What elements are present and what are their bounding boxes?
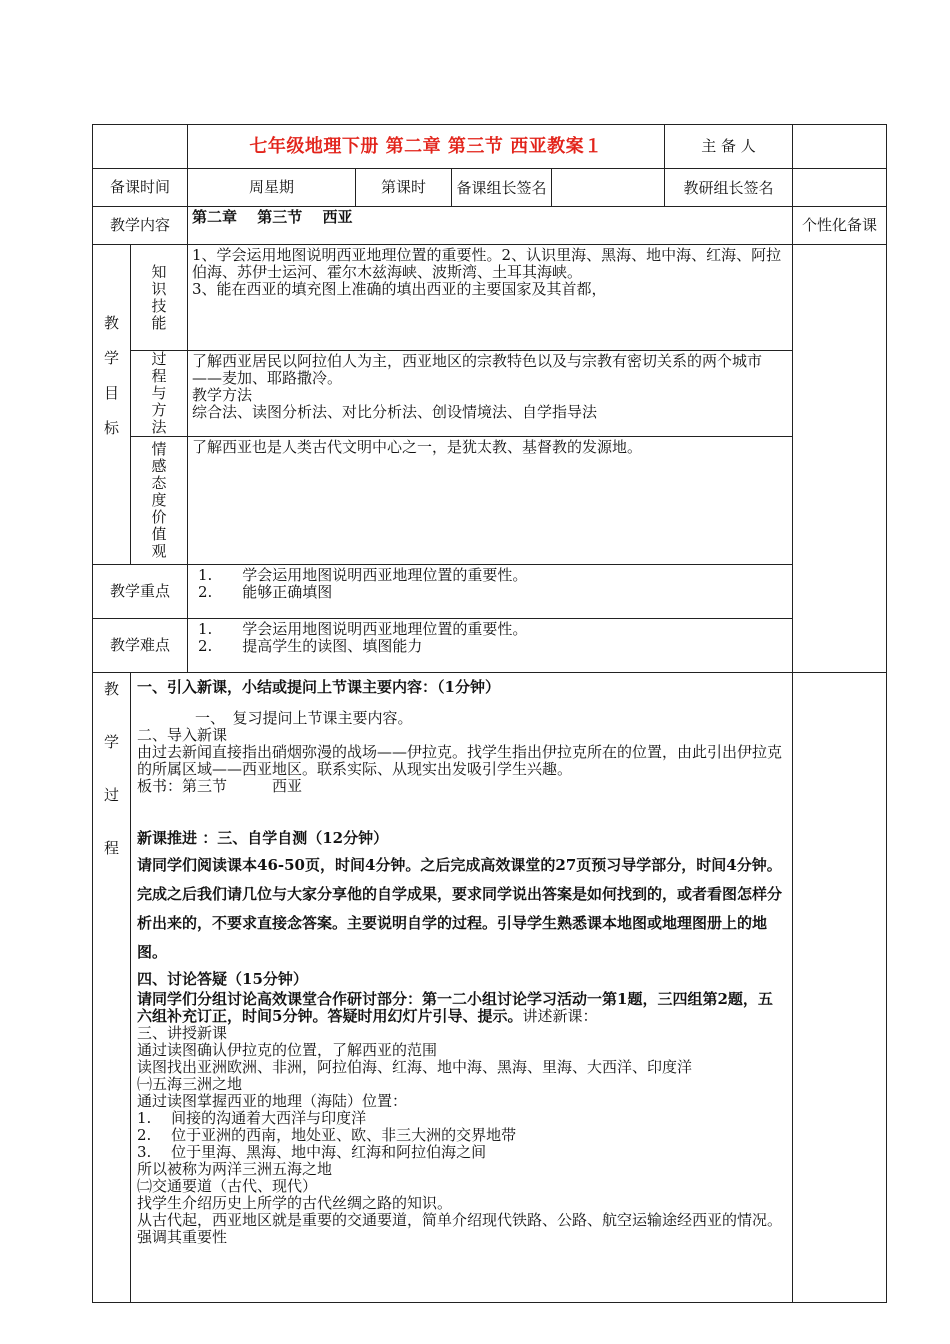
lesson-plan-document — [92, 124, 886, 1303]
self-study-paragraph: 请同学们阅读课本46-50页，时间4分钟。之后完成高效课堂的27页预习导学部分，时间4分钟。完成之后我们请几位与大家分享他的自学成果，要求同学说出答案是如何找到的，或者看图怎样分析出来的，不要求直接念答案。主要说明自学的过程。引导学生熟悉课本地图或地理图册上的地图。 — [137, 856, 783, 961]
lead-label: 主 备 人 — [665, 125, 793, 169]
knowledge-line: 1、学会运用地图说明西亚地理位置的重要性。2、认识里海、黑海、地中海、红海、阿拉伯海、苏伊士运河、霍尔木兹海峡、波斯湾、土耳其海峡。 — [192, 246, 782, 281]
discussion-tail-text: 讲述新课： — [522, 1007, 598, 1025]
group-leader-sign-value — [552, 169, 665, 207]
process-paragraph: 3. 位于里海、黑海、地中海、红海和阿拉伯海之间 — [137, 1143, 487, 1161]
lesson-plan-table — [92, 124, 887, 1303]
objectives-label-char: 学 — [103, 349, 119, 367]
knowledge-label: 知识技能 — [131, 245, 188, 351]
process-heading-1: 一、引入新课，小结或提问上节课主要内容：（1分钟） — [137, 678, 500, 696]
page-title: 七年级地理下册 第二章 第三节 西亚教案１ — [188, 125, 665, 169]
process-label-char: 程 — [103, 839, 119, 857]
difficulties-content — [188, 619, 793, 673]
process-method-content — [188, 351, 793, 437]
emotion-values-label: 情感态度价值观 — [131, 437, 188, 565]
discussion-heading: 四、讨论答疑（15分钟） — [137, 970, 308, 988]
emotion-values-content — [188, 437, 793, 565]
group-leader-sign-label: 备课组长签名 — [452, 169, 552, 207]
difficulty-line: 2. 提高学生的读图、填图能力 — [198, 637, 423, 655]
process-paragraph: ㈡交通要道（古代、现代） — [137, 1177, 318, 1195]
teaching-content-label: 教学内容 — [93, 207, 188, 245]
knowledge-line: 3、能在西亚的填充图上准确的填出西亚的主要国家及其首都， — [192, 280, 607, 298]
new-lesson-heading: 新课推进 ：三、自学自测（12分钟） — [137, 829, 389, 847]
key-points-label: 教学重点 — [93, 565, 188, 619]
discussion-bold-text: 请同学们分组讨论高效课堂合作研讨部分：第一二小组讨论学习活动一第1题，三四组第2题，五六组补充订正，时间5分钟。答疑时用幻灯片引导、提示。 — [137, 990, 773, 1025]
key-point-line: 2. 能够正确填图 — [198, 583, 333, 601]
research-leader-sign-label: 教研组长签名 — [665, 169, 793, 207]
personalized-prep-area — [793, 245, 887, 673]
process-paragraph: 通过读图确认伊拉克的位置，了解西亚的范围 — [137, 1041, 438, 1059]
process-label-char: 教 — [103, 680, 119, 698]
knowledge-content — [188, 245, 793, 351]
process-method-label: 过程与方法 — [131, 351, 188, 437]
process-label-char: 学 — [103, 733, 119, 751]
week-cell: 周星期 — [188, 169, 356, 207]
process-paragraph: 三、讲授新课 — [137, 1024, 228, 1042]
process-paragraph: 二、导入新课 — [137, 726, 228, 744]
personalized-prep-label: 个性化备课 — [793, 207, 887, 245]
difficulties-label: 教学难点 — [93, 619, 188, 673]
research-leader-sign-value — [793, 169, 887, 207]
objectives-label-char: 目 — [103, 384, 119, 402]
objectives-label-char: 标 — [103, 419, 119, 437]
process-method-line: 了解西亚居民以阿拉伯人为主，西亚地区的宗教特色以及与宗教有密切关系的两个城市——麦加、耶路撒冷。 — [192, 352, 763, 387]
process-label-char: 过 — [103, 786, 119, 804]
process-paragraph: 从古代起，西亚地区就是重要的交通要道，简单介绍现代铁路、公路、航空运输途经西亚的情况。强调其重要性 — [137, 1211, 783, 1246]
key-points-content — [188, 565, 793, 619]
objectives-label-char: 教 — [103, 314, 119, 332]
prep-time-label: 备课时间 — [93, 169, 188, 207]
process-paragraph: 通过读图掌握西亚的地理（海陆）位置： — [137, 1092, 408, 1110]
process-review-item: 一、 复习提问上节课主要内容。 — [195, 709, 413, 727]
teaching-content-value: 第二章 第三节 西亚 — [188, 207, 793, 245]
process-paragraph: 读图找出亚洲欧洲、非洲，阿拉伯海、红海、地中海、黑海、里海、大西洋、印度洋 — [137, 1058, 693, 1076]
emotion-values-line: 了解西亚也是人类古代文明中心之一，是犹太教、基督教的发源地。 — [192, 438, 643, 456]
process-content — [131, 673, 793, 1303]
lead-value — [793, 125, 887, 169]
objectives-label — [93, 245, 131, 565]
process-paragraph: 2. 位于亚洲的西南，地处亚、欧、非三大洲的交界地带 — [137, 1126, 517, 1144]
key-point-line: 1. 学会运用地图说明西亚地理位置的重要性。 — [198, 566, 528, 584]
process-paragraph: 找学生介绍历史上所学的古代丝绸之路的知识。 — [137, 1194, 453, 1212]
process-method-line: 综合法、读图分析法、对比分析法、创设情境法、自学指导法 — [192, 403, 598, 421]
discussion-paragraph — [137, 991, 786, 1025]
process-label — [93, 673, 131, 1303]
process-paragraph: ㈠五海三洲之地 — [137, 1075, 243, 1093]
process-paragraph: 由过去新闻直接指出硝烟弥漫的战场——伊拉克。找学生指出伊拉克所在的位置，由此引出伊拉克的所属区域——西亚地区。联系实际、从现实出发吸引学生兴趣。 — [137, 743, 783, 778]
process-paragraph: 1. 间接的沟通着大西洋与印度洋 — [137, 1109, 367, 1127]
process-paragraph: 所以被称为两洋三洲五海之地 — [137, 1160, 333, 1178]
difficulty-line: 1. 学会运用地图说明西亚地理位置的重要性。 — [198, 620, 528, 638]
process-personal-area — [793, 673, 887, 1303]
process-method-line: 教学方法 — [192, 386, 253, 404]
process-paragraph: 板书：第三节 西亚 — [137, 777, 303, 795]
title-blank-cell — [93, 125, 188, 169]
period-cell: 第课时 — [356, 169, 452, 207]
